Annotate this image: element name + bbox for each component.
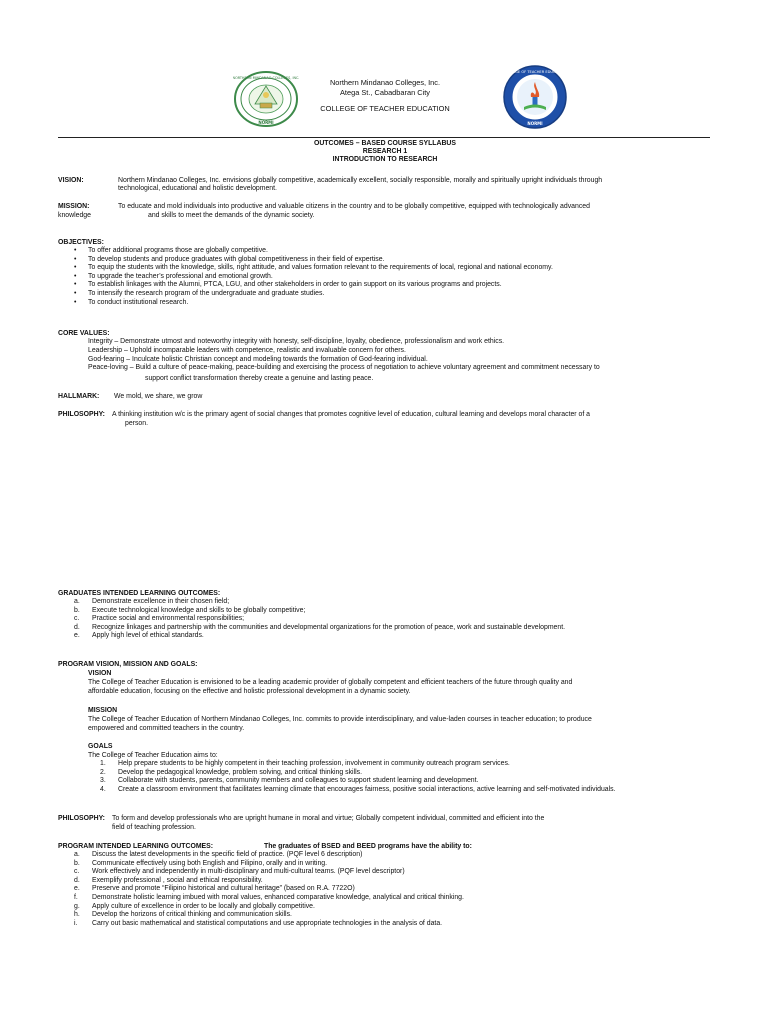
list-text: Develop the pedagogical knowledge, problem solving, and critical thinking skills.: [118, 768, 362, 776]
program-outcomes-list: [74, 851, 464, 928]
college-name: COLLEGE OF TEACHER EDUCATION: [320, 104, 450, 113]
list-item: [74, 615, 565, 624]
objective-item: • To develop students and produce graduates with global competitiveness in their field of expertise.: [74, 256, 553, 265]
svg-text:NORTHERN MINDANAO COLLEGES, IN: NORTHERN MINDANAO COLLEGES, INC.: [233, 76, 299, 80]
program-philosophy-text-2: field of teaching profession.: [112, 824, 196, 831]
list-item: [74, 903, 464, 912]
svg-text:NORMI: NORMI: [527, 121, 543, 126]
list-text: Help prepare students to be highly competent in their teaching profession, involvement in community outreach program services.: [118, 760, 510, 767]
graduates-outcomes-list: [74, 598, 565, 641]
graduates-outcomes-label: GRADUATES INTENDED LEARNING OUTCOMES:: [58, 590, 221, 597]
list-text: Develop the horizons of critical thinking and communication skills.: [92, 911, 292, 919]
objective-item: • To upgrade the teacher’s professional and emotional growth.: [74, 273, 553, 282]
list-text: Preserve and promote “Filipino historical and cultural heritage” (based on R.A. 7722O): [92, 885, 355, 893]
program-goals-intro: The College of Teacher Education aims to:: [88, 752, 218, 759]
list-item: [74, 920, 464, 929]
program-vision-label: VISION: [88, 670, 112, 677]
list-marker: e.: [74, 885, 80, 893]
core-value-item: Leadership – Uphold incomparable leaders with competence, realistic and invaluable concern for others.: [88, 346, 406, 354]
list-text: Carry out basic mathematical and statistical computations and use appropriate technologies in the analysis of data.: [92, 919, 443, 927]
list-text: Exemplify professional , social and ethical responsibility.: [92, 876, 263, 884]
mission-label: MISSION:: [58, 203, 90, 210]
list-marker: c.: [74, 615, 80, 623]
program-outcomes-label: PROGRAM INTENDED LEARNING OUTCOMES:: [58, 843, 214, 850]
list-item: [74, 911, 464, 920]
core-values-label: CORE VALUES:: [58, 330, 110, 337]
list-item: [100, 786, 616, 795]
list-item: [74, 860, 464, 869]
school-name: Northern Mindanao Colleges, Inc.: [329, 78, 441, 87]
list-marker: 1.: [100, 760, 106, 767]
course-code: RESEARCH 1: [362, 148, 408, 155]
list-text: Demonstrate excellence in their chosen field;: [92, 598, 230, 605]
school-address: Atega St., Cabadbaran City: [340, 88, 430, 97]
mission-text-2a: knowledge: [58, 212, 91, 219]
objective-item: • To offer additional programs those are globally competitive.: [74, 247, 553, 256]
objective-item: • To equip the students with the knowledge, skills, right attitude, and values formation relevant to the requirements of local, regional and national economy.: [74, 264, 553, 273]
core-value-item: Integrity – Demonstrate utmost and noteworthy integrity with honesty, self-discipline, loyalty, obedience, professionalism and work ethics.: [88, 338, 505, 345]
program-goals-label: GOALS: [88, 743, 113, 750]
list-marker: 2.: [100, 768, 106, 776]
list-text: Communicate effectively using both English and Filipino, orally and in writing.: [92, 859, 328, 867]
program-goals-list: [100, 760, 616, 794]
list-marker: a.: [74, 851, 80, 858]
hallmark-text: We mold, we share, we grow: [114, 393, 203, 400]
list-item: [74, 624, 565, 633]
list-item: [74, 877, 464, 886]
program-vision-text-2: affordable education, focusing on the effective and holistic professional development in a dynamic society.: [88, 688, 411, 695]
list-item: [74, 868, 464, 877]
list-marker: d.: [74, 623, 80, 631]
objectives-list: [74, 247, 553, 307]
vision-label: VISION:: [58, 177, 84, 184]
program-mission-text-1: The College of Teacher Education of Northern Mindanao Colleges, Inc. commits to provide interdisciplinary, and value-laden courses in teacher education; to produce: [88, 716, 592, 723]
program-mission-label: MISSION: [88, 707, 118, 714]
philosophy-text-2: person.: [125, 420, 148, 427]
list-marker: i.: [74, 919, 78, 927]
objectives-label: OBJECTIVES:: [58, 239, 104, 246]
list-item: [100, 760, 616, 769]
list-text: Execute technological knowledge and skills to be globally competitive;: [92, 606, 306, 614]
header-divider: [58, 137, 710, 138]
list-marker: e.: [74, 632, 80, 640]
program-label: PROGRAM VISION, MISSION AND GOALS:: [58, 661, 198, 668]
list-marker: 4.: [100, 785, 106, 793]
list-item: [100, 777, 616, 786]
mission-text-2b: and skills to meet the demands of the dynamic society.: [148, 212, 315, 219]
list-item: [74, 851, 464, 860]
list-marker: d.: [74, 876, 80, 884]
svg-text:COLLEGE OF TEACHER EDUCATION: COLLEGE OF TEACHER EDUCATION: [503, 70, 567, 74]
list-marker: h.: [74, 911, 80, 919]
objective-item: • To establish linkages with the Alumni, PTCA, LGU, and other stakeholders in order to gain support on its various programs and projects.: [74, 281, 553, 290]
list-text: Apply high level of ethical standards.: [92, 632, 204, 640]
vision-text-2: technological, educational and holistic development.: [118, 185, 277, 192]
list-marker: b.: [74, 859, 80, 867]
list-text: Apply culture of excellence in order to be locally and globally competitive.: [92, 902, 315, 910]
list-marker: b.: [74, 606, 80, 614]
syllabus-title: OUTCOMES – BASED COURSE SYLLABUS: [313, 140, 457, 147]
list-text: Collaborate with students, parents, community members and colleagues to support student learning and development.: [118, 777, 479, 785]
program-philosophy-text-1: To form and develop professionals who are upright humane in moral and virtue; Globally competent individual, committed and efficient into the: [112, 815, 545, 822]
program-mission-text-2: empowered and committed teachers in the country.: [88, 725, 245, 732]
mission-text-1: To educate and mold individuals into productive and valuable citizens in the country and to be globally competitive, equipped with technologically advanced: [118, 203, 590, 210]
list-text: Practice social and environmental responsibilities;: [92, 615, 245, 623]
list-marker: g.: [74, 902, 80, 910]
philosophy-text-1: A thinking institution w/c is the primary agent of social changes that promotes cognitive level of education, cultural learning and develops moral character of a: [112, 411, 591, 418]
core-value-item: God-fearing – Inculcate holistic Christian concept and modeling towards the formation of God-fearing individual.: [88, 355, 428, 363]
philosophy-label: PHILOSOPHY:: [58, 411, 105, 418]
list-item: [74, 598, 565, 607]
core-values-list: [88, 338, 600, 373]
list-text: Work effectively and independently in multi-disciplinary and multi-cultural teams. (PQF level descriptor): [92, 868, 405, 876]
list-text: Discuss the latest developments in the specific field of practice. (PQF level 6 description): [92, 851, 363, 858]
course-title: INTRODUCTION TO RESEARCH: [332, 156, 438, 163]
core-value-item: Peace-loving – Build a culture of peace-making, peace-building and exercising the process of negotiation to achieve voluntary agreement and commitment necessary to: [88, 364, 600, 372]
list-marker: c.: [74, 868, 80, 876]
objective-item: • To conduct institutional research.: [74, 299, 553, 308]
list-text: Create a classroom environment that facilitates learning climate that encourages fairness, positive social interactions, active learning and self-motivated individuals.: [118, 785, 616, 793]
vision-text-1: Northern Mindanao Colleges, Inc. envisions globally competitive, academically excellent, socially responsible, morally and spiritually upright individuals through: [118, 177, 603, 184]
list-marker: 3.: [100, 777, 106, 785]
cte-seal-logo: [502, 64, 568, 130]
core-value-continuation: support conflict transformation thereby create a genuine and lasting peace.: [145, 375, 374, 382]
list-item: [74, 885, 464, 894]
list-marker: a.: [74, 598, 80, 605]
list-item: [74, 632, 565, 641]
program-outcomes-subtitle: The graduates of BSED and BEED programs have the ability to:: [264, 843, 472, 850]
list-marker: f.: [74, 893, 78, 901]
svg-text:NORMI: NORMI: [258, 120, 274, 125]
list-text: Demonstrate holistic learning imbued with moral values, enhanced comparative knowledge, analytical and critical thinking.: [92, 893, 464, 901]
list-item: [74, 607, 565, 616]
objective-item: • To intensify the research program of the undergraduate and graduate studies.: [74, 290, 553, 299]
list-text: Recognize linkages and partnership with the communities and developmental organizations for the promotion of peace, work and sustainable development.: [92, 623, 566, 631]
program-philosophy-label: PHILOSOPHY:: [58, 815, 105, 822]
hallmark-label: HALLMARK:: [58, 393, 100, 400]
program-vision-text-1: The College of Teacher Education is envisioned to be a leading academic provider of globally competent and efficient teachers of the future through quality and: [88, 679, 573, 686]
list-item: [74, 894, 464, 903]
list-item: [100, 769, 616, 778]
